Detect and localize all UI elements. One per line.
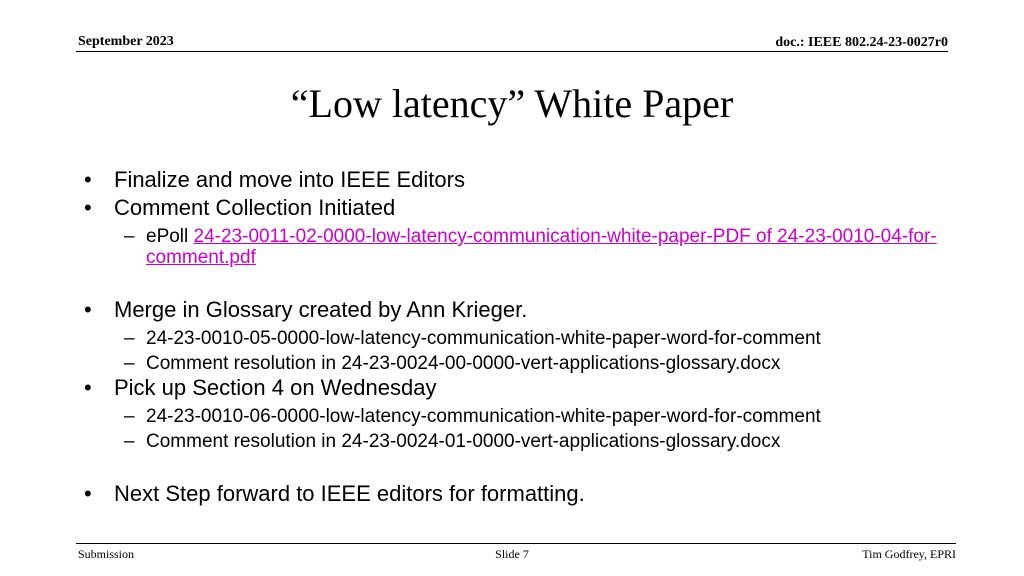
footer-rule <box>76 543 956 544</box>
header-date: September 2023 <box>78 34 174 49</box>
dash-marker: – <box>124 226 135 247</box>
header-rule <box>76 51 948 52</box>
bullet-merge-glossary <box>84 296 944 324</box>
bullet-marker: • <box>84 375 92 400</box>
footer-author: Tim Godfrey, EPRI <box>862 547 956 561</box>
body-list <box>84 166 944 508</box>
bullet-text: Comment Collection Initiated <box>114 195 396 220</box>
bullet-finalize <box>84 166 944 194</box>
bullet-text: Finalize and move into IEEE Editors <box>114 167 465 192</box>
dash-marker: – <box>124 406 135 427</box>
epoll-link[interactable]: 24-23-0011-02-0000-low-latency-communication-white-paper-PDF of 24-23-0010-04-for-comment.pdf <box>146 226 937 268</box>
spacer <box>84 452 944 480</box>
sub-bullet-text: Comment resolution in 24-23-0024-01-0000-vert-applications-glossary.docx <box>146 431 781 452</box>
header-doc-id: doc.: IEEE 802.24-23-0027r0 <box>775 35 948 50</box>
sub-bullet-text: 24-23-0010-06-0000-low-latency-communication-white-paper-word-for-comment <box>146 406 821 427</box>
bullet-text: Merge in Glossary created by Ann Krieger. <box>114 297 528 322</box>
sub-bullet-text: 24-23-0010-05-0000-low-latency-communication-white-paper-word-for-comment <box>146 328 821 349</box>
sub-bullet-text: Comment resolution in 24-23-0024-00-0000-vert-applications-glossary.docx <box>146 353 781 374</box>
bullet-marker: • <box>84 167 92 192</box>
slide-title: “Low latency” White Paper <box>290 81 734 126</box>
sub-bullet-epoll <box>84 226 944 268</box>
footer-slide-number: Slide 7 <box>495 547 529 561</box>
bullet-comment-collection <box>84 194 944 222</box>
sub-bullet-glossary-doc <box>84 328 944 349</box>
dash-marker: – <box>124 353 135 374</box>
bullet-marker: • <box>84 297 92 322</box>
bullet-section-4 <box>84 374 944 402</box>
bullet-text: Next Step forward to IEEE editors for formatting. <box>114 481 585 506</box>
dash-marker: – <box>124 431 135 452</box>
bullet-marker: • <box>84 481 92 506</box>
sub-bullet-section4-resolution <box>84 431 944 452</box>
bullet-text: Pick up Section 4 on Wednesday <box>114 375 437 400</box>
sub-bullet-glossary-resolution <box>84 353 944 374</box>
dash-marker: – <box>124 328 135 349</box>
footer-submission: Submission <box>78 547 135 561</box>
epoll-prefix: ePoll <box>146 226 194 247</box>
spacer <box>84 268 944 296</box>
sub-bullet-section4-doc <box>84 406 944 427</box>
bullet-marker: • <box>84 195 92 220</box>
bullet-next-step <box>84 480 944 508</box>
